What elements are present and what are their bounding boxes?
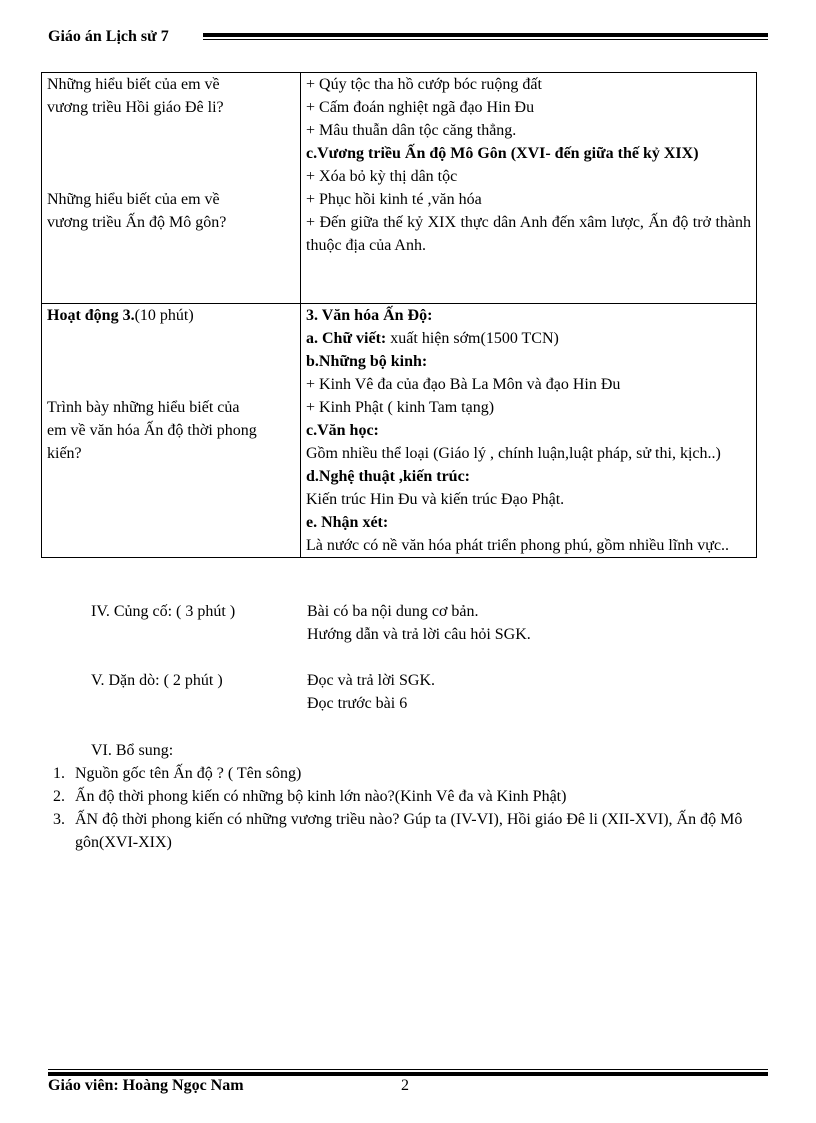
content-cell xyxy=(301,73,757,304)
question-line: em về văn hóa Ấn độ thời phong xyxy=(47,422,257,439)
content-cell xyxy=(301,304,757,558)
section-heading-3: 3. Văn hóa Ấn Độ: xyxy=(306,307,433,324)
footer-teacher: Giáo viên: Hoàng Ngọc Nam xyxy=(48,1077,244,1094)
question-line: Trình bày những hiểu biết của xyxy=(47,399,240,416)
table-row xyxy=(42,73,757,304)
questions-cell xyxy=(42,73,301,304)
homework-line: Đọc trước bài 6 xyxy=(307,695,408,712)
section-heading-c: c.Vương triều Ấn độ Mô Gôn (XVI- đến giữa thế kỷ XIX) xyxy=(306,145,699,162)
list-number: 3. xyxy=(53,811,65,828)
list-number: 2. xyxy=(53,788,65,805)
content-line: Kiến trúc Hin Đu và kiến trúc Đạo Phật. xyxy=(306,491,565,508)
consolidation-line: Hướng dẫn và trả lời câu hỏi SGK. xyxy=(307,626,531,643)
activity-title xyxy=(47,304,295,327)
activity-time: (10 phút) xyxy=(134,307,194,324)
content-line: + Mâu thuẫn dân tộc căng thẳng. xyxy=(306,122,517,139)
document-header-title: Giáo án Lịch sử 7 xyxy=(48,28,169,45)
question-line: Những hiểu biết của em về xyxy=(47,191,220,208)
question-line: vương triều Hồi giáo Đê li? xyxy=(47,99,224,116)
list-item xyxy=(48,762,748,785)
header-rule xyxy=(203,33,768,42)
subheading-e: e. Nhận xét: xyxy=(306,514,389,531)
content-line: + Cấm đoán nghiệt ngã đạo Hin Đu xyxy=(306,99,535,116)
question-line: vương triều Ấn độ Mô gôn? xyxy=(47,214,227,231)
lesson-table xyxy=(41,72,757,558)
question-line: kiến? xyxy=(47,445,82,462)
page-number: 2 xyxy=(401,1077,409,1094)
table-row xyxy=(42,304,757,558)
supplement-label: VI. Bổ sung: xyxy=(91,742,174,759)
content-line: + Qúy tộc tha hồ cướp bóc ruộng đất xyxy=(306,76,542,93)
list-item xyxy=(48,808,748,854)
question-line: Những hiểu biết của em về xyxy=(47,76,220,93)
content-line: + Đến giữa thế kỷ XIX thực dân Anh đến xâm lược, Ấn độ trở thành thuộc địa của Anh. xyxy=(306,214,751,254)
list-text: Ấn độ thời phong kiến có những bộ kinh lớn nào?(Kinh Vê đa và Kinh Phật) xyxy=(75,788,567,805)
subheading-d: d.Nghệ thuật ,kiến trúc: xyxy=(306,468,471,485)
activity-label: Hoạt động 3. xyxy=(47,307,135,324)
activity-cell xyxy=(42,304,301,558)
content-line: Gồm nhiều thể loại (Giáo lý , chính luận,luật pháp, sử thi, kịch..) xyxy=(306,445,721,462)
list-number: 1. xyxy=(53,765,65,782)
subtext-a: xuất hiện sớm(1500 TCN) xyxy=(386,330,559,347)
consolidation-label: IV. Củng cố: ( 3 phút ) xyxy=(91,603,236,620)
consolidation-line: Bài có ba nội dung cơ bản. xyxy=(307,603,479,620)
list-text: ẤN độ thời phong kiến có những vương triều nào? Gúp ta (IV-VI), Hồi giáo Đê li (XII-XVI), Ấn độ Mô gôn(XVI-XIX) xyxy=(75,811,743,851)
homework-label: V. Dặn dò: ( 2 phút ) xyxy=(91,672,223,689)
subheading-c: c.Văn học: xyxy=(306,422,379,439)
supplement-list xyxy=(48,762,748,854)
content-line: + Phục hồi kinh té ,văn hóa xyxy=(306,191,482,208)
footer-rule xyxy=(48,1069,768,1077)
content-line: + Kinh Vê đa của đạo Bà La Môn và đạo Hin Đu xyxy=(306,376,621,393)
subheading-a: a. Chữ viết: xyxy=(306,330,387,347)
content-line xyxy=(306,327,751,350)
subheading-b: b.Những bộ kinh: xyxy=(306,353,428,370)
content-line: + Xóa bỏ kỳ thị dân tộc xyxy=(306,168,458,185)
list-item xyxy=(48,785,748,808)
content-line: Là nước có nề văn hóa phát triển phong phú, gồm nhiều lĩnh vực.. xyxy=(306,537,730,554)
list-text: Nguồn gốc tên Ấn độ ? ( Tên sông) xyxy=(75,765,302,782)
content-line: + Kinh Phật ( kinh Tam tạng) xyxy=(306,399,495,416)
homework-line: Đọc và trả lời SGK. xyxy=(307,672,435,689)
